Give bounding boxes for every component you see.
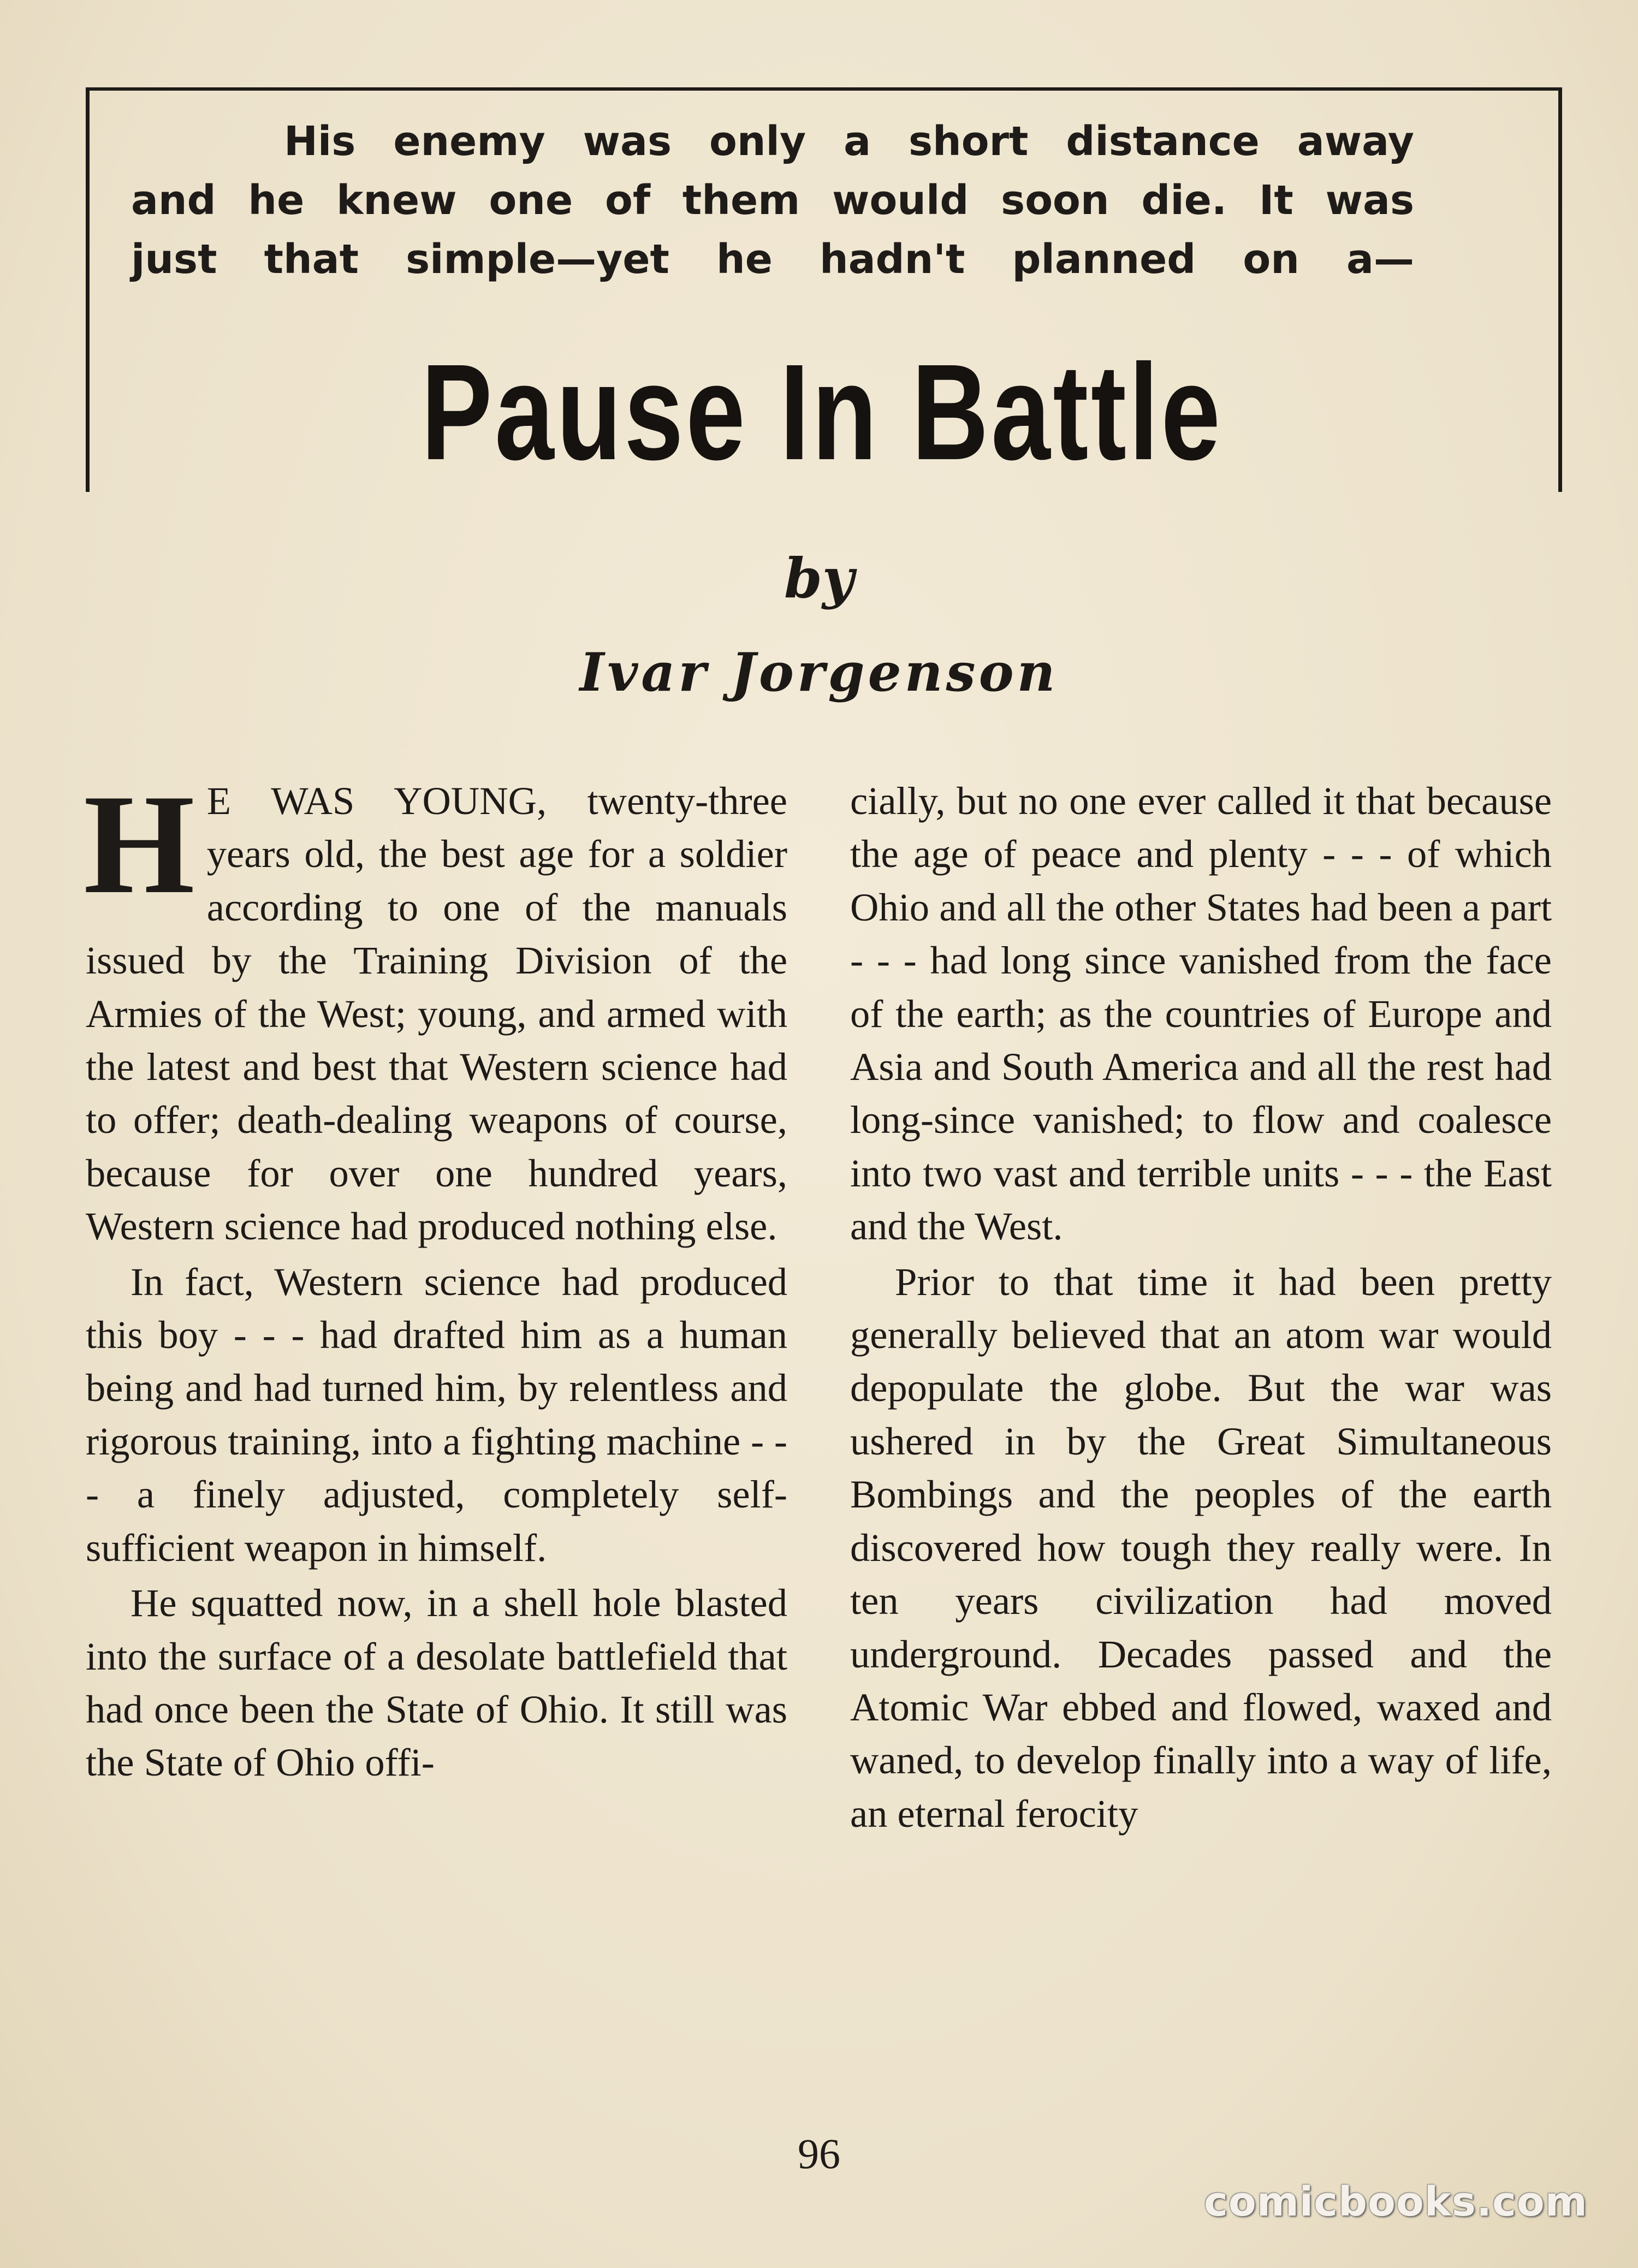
byline-by: by	[784, 546, 854, 610]
intro-line-3: just that simple—yet he hadn't planned on a—	[131, 236, 1414, 283]
intro-blurb	[131, 112, 1414, 289]
paragraph: Prior to that time it had been pretty generally believed that an atom war would depopulate the globe. But the war was ushered in by the Great Simultaneous Bombings and the peoples of the earth discovered how tough they really were. In ten years civilization had moved underground. Decades passed and the Atomic War ebbed and flowed, waxed and waned, to develop finally into a way of life, an eternal ferocity	[850, 1259, 1552, 1836]
paragraph: cially, but no one ever called it that because the age of peace and plenty - - - of which Ohio and all the other States had been a part - - - had long since vanished from the face of the earth; as the countries of Europe and Asia and South America and all the rest had long-since vanished; to flow and coalesce into two vast and terrible units - - - the East and the West.	[850, 779, 1552, 1249]
intro-line-2: and he knew one of them would soon die. It was	[131, 177, 1414, 224]
paragraph: In fact, Western science had produced this boy - - - had drafted him as a human being and had turned him, by relentless and rigorous training, into a fighting machine - - - a finely adjusted, completely self-sufficient weapon in himself.	[86, 1259, 787, 1570]
drop-cap: H	[84, 765, 195, 923]
story-title: Pause In Battle	[421, 336, 1223, 488]
story-column-left	[84, 765, 787, 1789]
story-column-right	[850, 774, 1552, 1840]
page-number: 96	[798, 2130, 840, 2177]
author-name: Ivar Jorgenson	[579, 642, 1059, 703]
paragraph-text: E WAS YOUNG, twenty-three years old, the best age for a soldier according to one of the manuals issued by the Training Division of the Armies of the West; young, and armed with the latest and best that Western science had to offer; death-dealing weapons of course, because for over one hundred years, Western science had produced nothing else.	[86, 779, 787, 1249]
watermark-logo: comicbooks.com	[1204, 2178, 1588, 2225]
intro-line-1: His enemy was only a short distance away	[284, 118, 1414, 165]
paragraph: He squatted now, in a shell hole blasted into the surface of a desolate battlefield that had once been the State of Ohio. It still was the State of Ohio offi-	[86, 1581, 787, 1785]
paragraph	[84, 765, 787, 1253]
